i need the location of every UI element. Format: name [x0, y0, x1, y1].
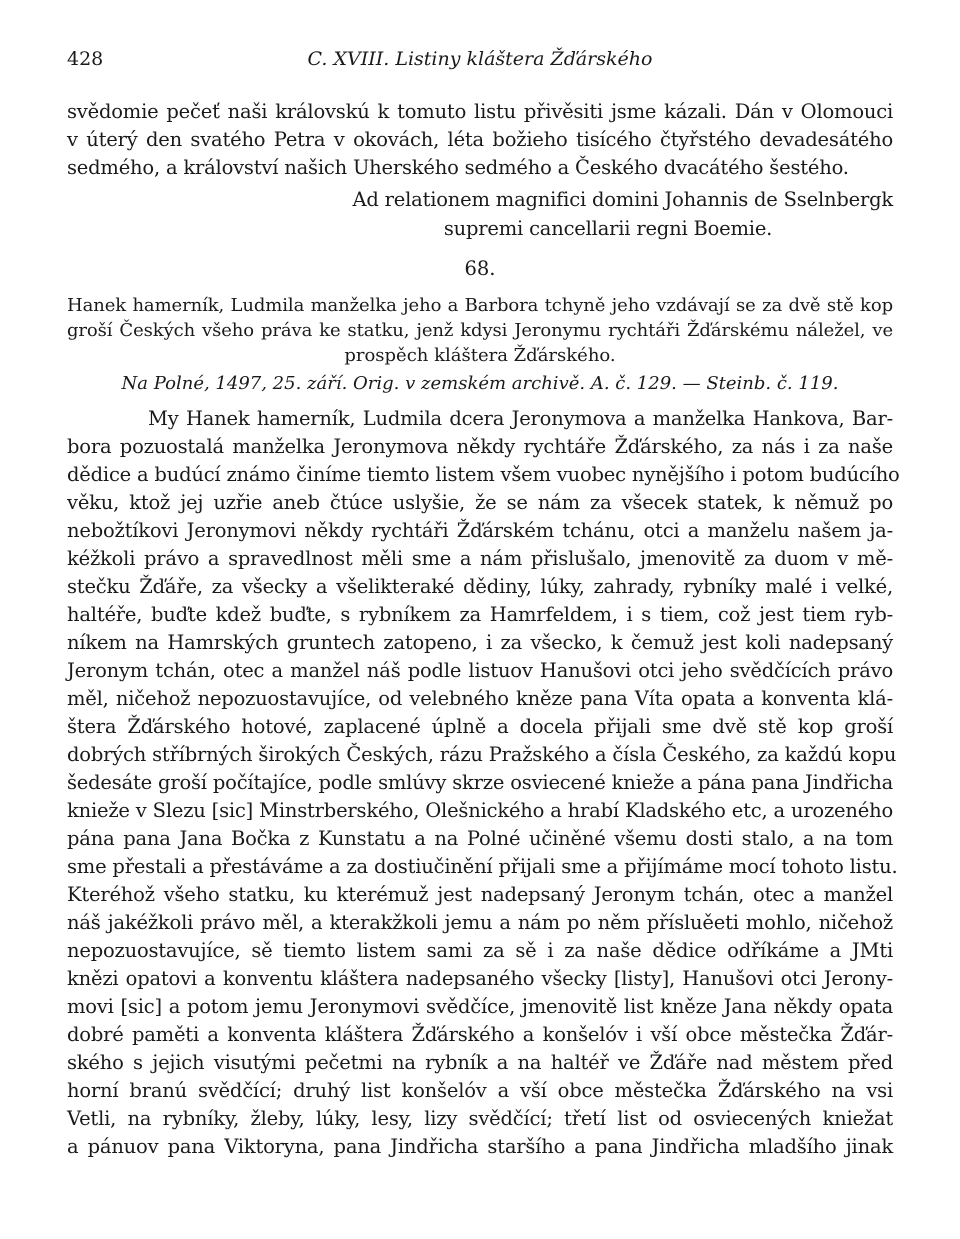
body-line: šedesáte groší počítajíce, podle smlúvy skrze osviecené knieže a pána pana Jindřicha — [67, 771, 893, 794]
body-line: štera Žďárského hotové, zaplacené úplně a docela přijali sme dvě stě kop groší — [67, 715, 893, 738]
body-line: náš jakéžkoli právo měl, a kterakžkoli jemu a nám po něm přísluěeti mohlo, ničehož — [67, 911, 893, 934]
body-line: a pánuov pana Viktoryna, pana Jindřicha staršího a pana Jindřicha mladšího jinak — [67, 1135, 893, 1158]
body-line: Kteréhož všeho statku, ku kterémuž jest nadepsaný Jeronym tchán, otec a manžel — [67, 883, 893, 906]
text-line: sedmého, a království našich Uherského sedmého a Českého dvacátého šestého. — [67, 156, 849, 179]
page-number: 428 — [67, 48, 104, 70]
body-line: bora pozuostalá manželka Jeronymova někdy rychtáře Žďárského, za nás i za naše — [67, 435, 893, 458]
text-line: svědomie pečeť naši královskú k tomuto listu přivěsiti jsme kázali. Dán v Olomouci — [67, 100, 893, 123]
body-line: Jeronym tchán, otec a manžel náš podle listuov Hanušovi otci jeho svědčících právo — [67, 659, 893, 682]
body-line: horní branú svědčící; druhý list konšelóv a vší obce městečka Žďárského na vsi — [67, 1079, 893, 1102]
body-line: kéžkoli právo a spravedlnost měli sme a nám přislušalo, jmenovitě za duom v mě- — [67, 547, 893, 570]
body-line: měl, ničehož nepozuostavujíce, od velebného kněze pana Víta opata a konventa klá- — [67, 687, 893, 710]
body-line: knieže v Slezu [sic] Minstrberského, Olešnického a hrabí Kladského etc, a urozeného — [67, 799, 893, 822]
body-line: nepozuostavujíce, sě tiemto listem sami za sě i za naše dědice odříkáme a JMti — [67, 939, 893, 962]
body-line: dědice a budúcí známo činíme tiemto listem všem vuobec nynějšího i potom budúcího — [67, 463, 900, 486]
text-line: v úterý den svatého Petra v okovách, léta božieho tisícého čtyřstého devadesátého — [67, 128, 893, 151]
body-line: movi [sic] a potom jemu Jeronymovi svědčíce, jmenovitě list kněze Jana někdy opata — [67, 995, 893, 1018]
body-line: sme přestali a přestáváme a za dostiučinění přijali sme a přijímáme mocí tohoto listu. — [67, 855, 898, 878]
relation-line: supremi cancellarii regni Boemie. — [443, 217, 773, 240]
body-line: knězi opatovi a konventu kláštera nadepsaného všecky [listy], Hanušovi otci Jerony- — [67, 967, 893, 990]
body-line: nebožtíkovi Jeronymovi někdy rychtáři Žďárském tchánu, otci a manželu našem ja- — [67, 519, 893, 542]
body-line: My Hanek hamerník, Ludmila dcera Jeronymova a manželka Hankova, Bar- — [148, 407, 893, 430]
regest-line: groší Českých všeho práva ke statku, jenž kdysi Jeronymu rychtáři Žďárskému náležel, ve — [67, 320, 893, 341]
body-line: dobré paměti a konventa kláštera Žďárského a konšelóv i vší obce městečka Žďár- — [67, 1023, 893, 1046]
relation-line: Ad relationem magnifici domini Johannis de Sselnbergk — [352, 188, 893, 211]
running-title: C. XVIII. Listiny kláštera Žďárského — [307, 48, 653, 70]
body-line: ského s jejich visutými pečetmi na rybník a na haltéř ve Žďáře nad městem před — [67, 1051, 893, 1074]
page-header — [67, 48, 893, 74]
body-line: níkem na Hamrských gruntech zatopeno, i za všecko, k čemuž jest koli nadepsaný — [67, 631, 893, 654]
body-line: stečku Žďáře, za všecky a všelikteraké dědiny, lúky, zahrady, rybníky malé i velké, — [67, 575, 893, 598]
body-line: věku, ktož jej uzřie aneb čtúce uslyšie, že se nám za všecek statek, k němuž po — [67, 491, 893, 514]
body-line: dobrých stříbrných širokých Českých, rázu Pražského a čísla Českého, za každú kopu — [67, 743, 897, 766]
body-line: pána pana Jana Bočka z Kunstatu a na Polné učiněné všemu dosti stalo, a na tom — [67, 827, 893, 850]
source-citation: Na Polné, 1497, 25. září. Orig. v zemském archivě. A. č. 129. — Steinb. č. 119. — [121, 373, 839, 394]
document-number: 68. — [464, 257, 496, 280]
regest-line: prospěch kláštera Žďárského. — [344, 345, 616, 366]
regest-line: Hanek hamerník, Ludmila manželka jeho a Barbora tchyně jeho vzdávají se za dvě stě kop — [67, 295, 893, 316]
body-line: haltéře, buďte kdež buďte, s rybníkem za Hamrfeldem, i s tiem, což jest tiem ryb- — [67, 603, 893, 626]
body-line: Vetli, na rybníky, žleby, lúky, lesy, lizy svědčící; třetí list od osviecených kniežat — [67, 1107, 893, 1130]
